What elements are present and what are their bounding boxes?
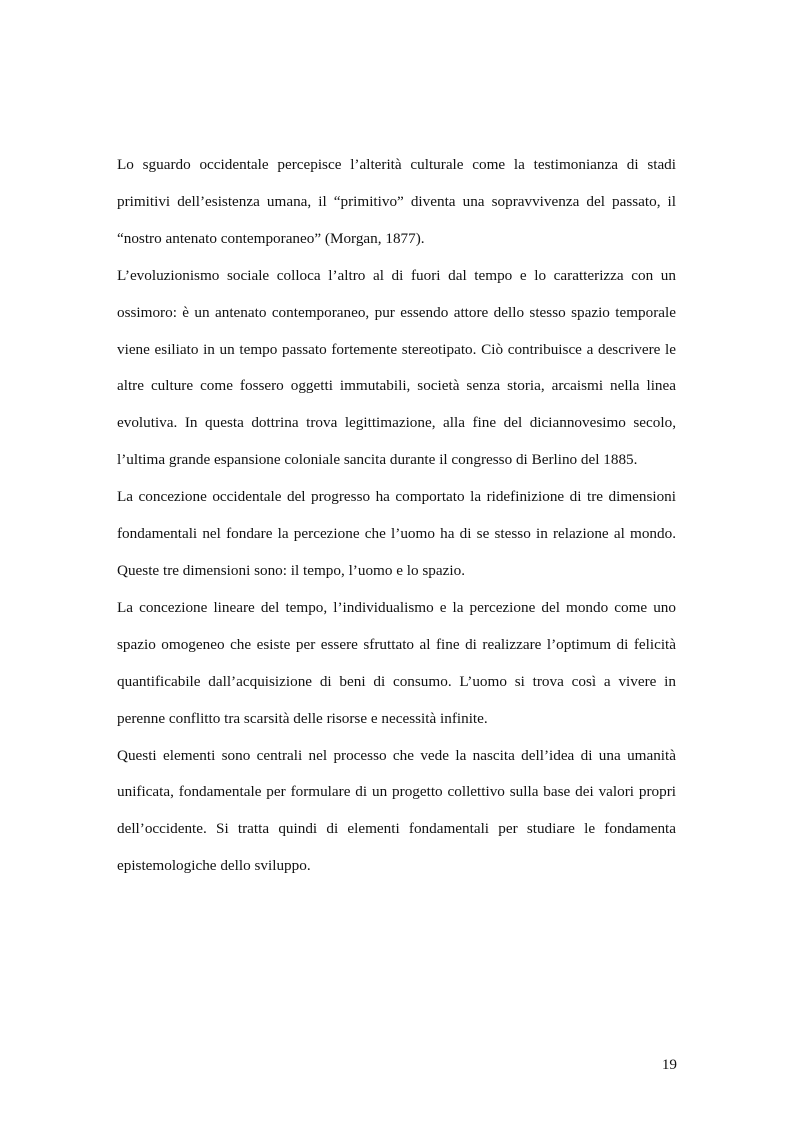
paragraph-4: La concezione lineare del tempo, l’individualismo e la percezione del mondo come uno spazio omogeneo che esiste per essere sfruttato al fine di realizzare l’optimum di felicità quantificabile dall’acquisizione di beni di consumo. L’uomo si trova così a vivere in perenne conflitto tra scarsità delle risorse e necessità infinite. xyxy=(117,598,676,727)
body-text xyxy=(117,147,676,885)
page-number: 19 xyxy=(661,1056,677,1073)
paragraph-1: Lo sguardo occidentale percepisce l’alterità culturale come la testimonianza di stadi primitivi dell’esistenza umana, il “primitivo” diventa una sopravvivenza del passato, il “nostro antenato contemporaneo” (Morgan, 1877). xyxy=(117,156,676,247)
paragraph-3: La concezione occidentale del progresso ha comportato la ridefinizione di tre dimensioni fondamentali nel fondare la percezione che l’uomo ha di se stesso in relazione al mondo. Queste tre dimensioni sono: il tempo, l’uomo e lo spazio. xyxy=(117,488,676,579)
paragraph-2: L’evoluzionismo sociale colloca l’altro al di fuori dal tempo e lo caratterizza con un ossimoro: è un antenato contemporaneo, pur essendo attore dello stesso spazio temporale viene esiliato in un tempo passato fortemente stereotipato. Ciò contribuisce a descrivere le altre culture come fossero oggetti immutabili, società senza storia, arcaismi nella linea evolutiva. In questa dottrina trova legittimazione, alla fine del diciannovesimo secolo, l’ultima grande espansione coloniale sancita durante il congresso di Berlino del 1885. xyxy=(117,266,676,469)
paragraph-5: Questi elementi sono centrali nel processo che vede la nascita dell’idea di una umanità unificata, fondamentale per formulare di un progetto collettivo sulla base dei valori propri dell’occidente. Si tratta quindi di elementi fondamentali per studiare le fondamenta epistemologiche dello sviluppo. xyxy=(117,746,676,875)
